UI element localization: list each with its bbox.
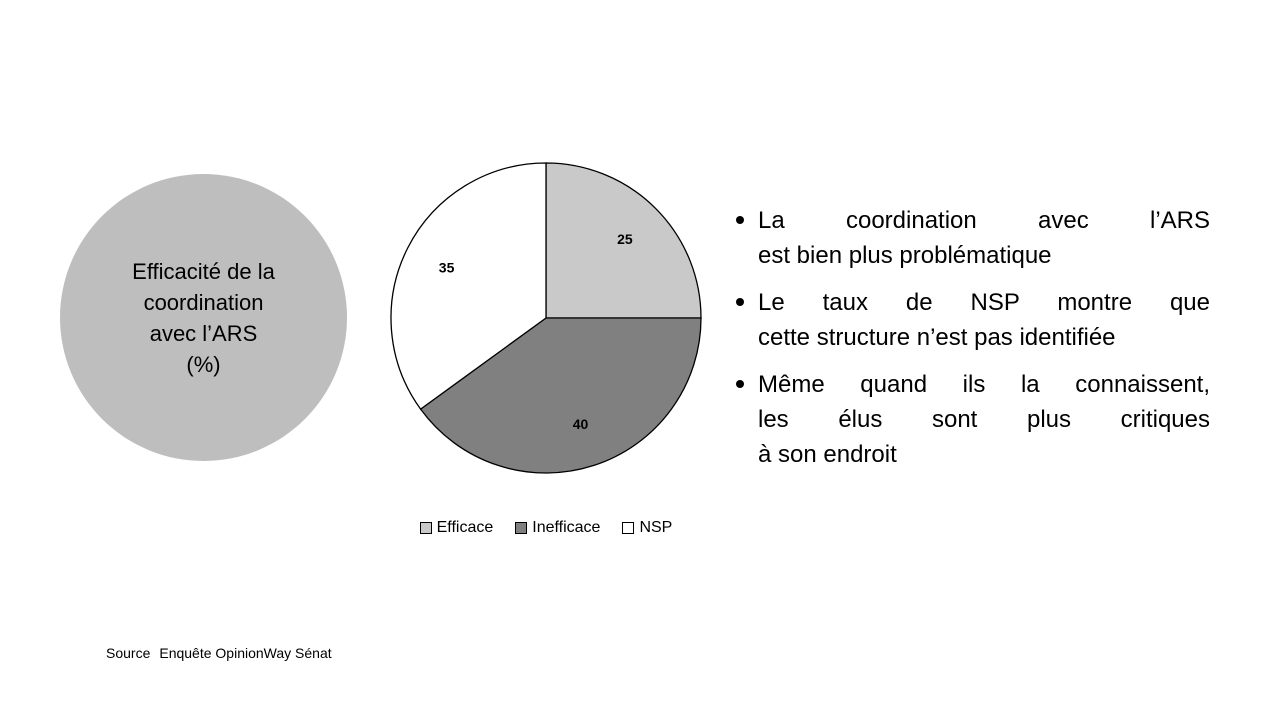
chart-title-line: coordination [143,289,264,315]
bullet-icon [736,216,744,224]
legend-item-efficace [420,519,494,537]
pie-data-label-inefficace: 40 [572,416,589,433]
source-prefix: Source [106,645,151,661]
bullet-text-line: les élus sont plus critiques [758,406,1210,433]
chart-title-line: avec l’ARS [149,320,258,346]
bullet-text-line: à son endroit [758,441,897,468]
chart-title-line: Efficacité de la [132,258,275,284]
bullet-icon [736,298,744,306]
list-item [734,285,1210,355]
source-note [106,645,332,661]
list-item [734,367,1210,472]
bullet-list [734,203,1210,484]
bullet-text-line: La coordination avec l’ARS [758,207,1210,234]
legend-item-inefficace [515,519,600,537]
chart-legend [386,519,706,537]
legend-label: NSP [639,519,673,536]
list-item [734,203,1210,273]
legend-swatch-efficace [420,522,432,534]
title-circle [60,174,347,461]
legend-swatch-inefficace [515,522,527,534]
bullet-text-line: Même quand ils la connaissent, [758,371,1210,398]
bullet-text-line: cette structure n’est pas identifiée [758,324,1116,351]
bullet-text-line: est bien plus problématique [758,242,1052,269]
pie-data-label-nsp: 35 [438,259,455,276]
legend-swatch-nsp [622,522,634,534]
pie-data-label-efficace: 25 [617,231,633,248]
pie-chart [386,158,706,478]
source-text: Enquête OpinionWay Sénat [159,645,332,661]
pie-chart-svg [386,158,706,478]
bullet-icon [736,380,744,388]
bullet-text-line: Le taux de NSP montre que [758,289,1210,316]
legend-item-nsp [622,519,672,537]
legend-label: Inefficace [532,519,601,536]
chart-title-line: (%) [186,351,221,377]
legend-label: Efficace [436,519,494,536]
chart-title [132,256,275,380]
